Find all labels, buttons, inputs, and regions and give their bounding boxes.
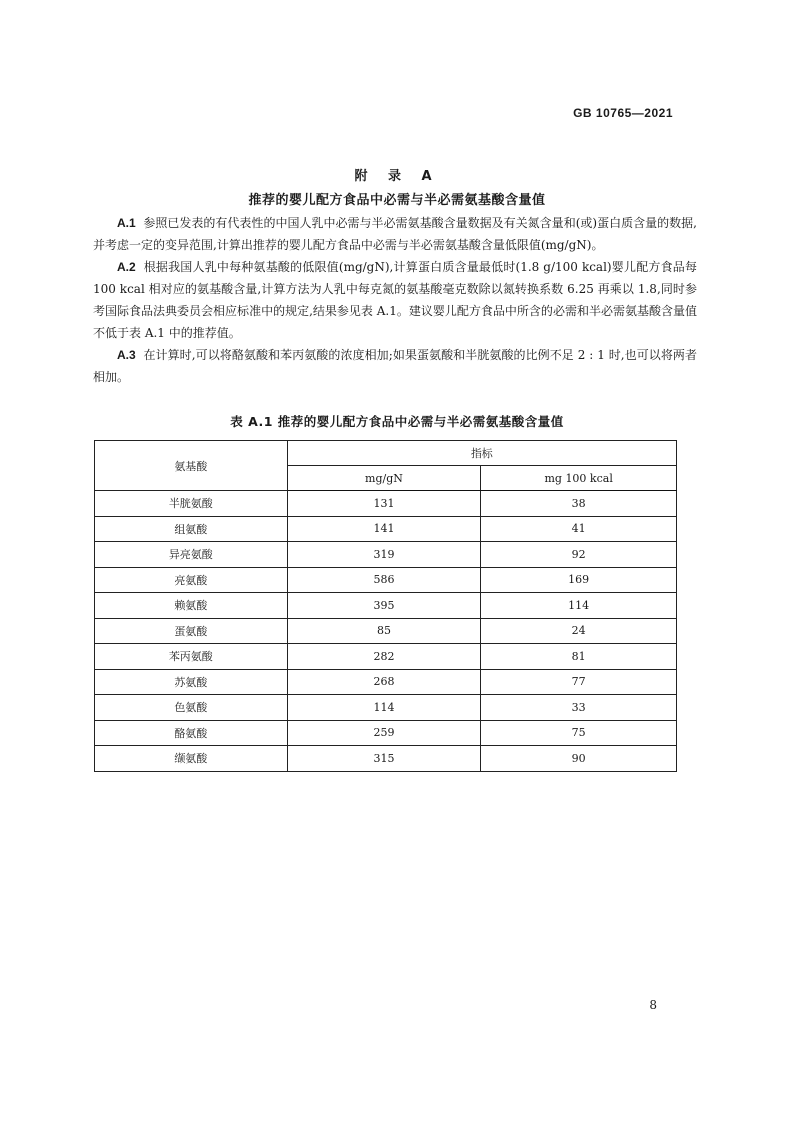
- clause-a1: [93, 212, 697, 256]
- header-indicator: 指标: [287, 441, 676, 466]
- value-mg-100kcal: 33: [481, 695, 677, 721]
- value-mg-100kcal: 169: [481, 567, 677, 593]
- value-mg-100kcal: 38: [481, 491, 677, 517]
- clause-number: A.3: [117, 348, 136, 362]
- value-mg-100kcal: 90: [481, 746, 677, 772]
- clause-text: 根据我国人乳中每种氨基酸的低限值(mg/gN),计算蛋白质含量最低时(1.8 g/100 kcal)婴儿配方食品每 100 kcal 相对应的氨基酸含量,计算方法为人乳中每克氮的氨基酸毫克数除以氮转换系数 6.25 再乘以 1.8,同时参考国际食品法典委员会相应标准中的规定,结果参见表 A.1。建议婴儿配方食品中所含的必需和半必需氨基酸含量值不低于表 A.1 中的推荐值。: [93, 260, 697, 340]
- annex-label: 附 录 A: [354, 169, 440, 184]
- table-title: 表 A.1 推荐的婴儿配方食品中必需与半必需氨基酸含量值: [230, 414, 564, 429]
- amino-acid-table: [94, 440, 677, 772]
- table-row: [95, 644, 677, 670]
- value-mg-gn: 114: [287, 695, 481, 721]
- value-mg-100kcal: 81: [481, 644, 677, 670]
- clause-text: 在计算时,可以将酪氨酸和苯丙氨酸的浓度相加;如果蛋氨酸和半胱氨酸的比例不足 2 : 1 时,也可以将两者相加。: [93, 348, 697, 384]
- value-mg-100kcal: 92: [481, 542, 677, 568]
- amino-acid-name: 半胱氨酸: [95, 491, 288, 517]
- header-amino-acid: 氨基酸: [95, 441, 288, 491]
- amino-acid-name: 异亮氨酸: [95, 542, 288, 568]
- value-mg-gn: 282: [287, 644, 481, 670]
- value-mg-gn: 319: [287, 542, 481, 568]
- clause-number: A.2: [117, 260, 136, 274]
- value-mg-gn: 85: [287, 618, 481, 644]
- table-row: [95, 516, 677, 542]
- table-row: [95, 720, 677, 746]
- amino-acid-name: 蛋氨酸: [95, 618, 288, 644]
- value-mg-100kcal: 24: [481, 618, 677, 644]
- amino-acid-name: 酪氨酸: [95, 720, 288, 746]
- amino-acid-name: 苏氨酸: [95, 669, 288, 695]
- page-number: 8: [649, 998, 657, 1012]
- value-mg-gn: 586: [287, 567, 481, 593]
- standard-code: GB 10765—2021: [573, 106, 673, 120]
- value-mg-gn: 141: [287, 516, 481, 542]
- table-row: [95, 618, 677, 644]
- value-mg-gn: 259: [287, 720, 481, 746]
- amino-acid-name: 苯丙氨酸: [95, 644, 288, 670]
- amino-acid-name: 亮氨酸: [95, 567, 288, 593]
- header-unit-mg-gn: mg/gN: [287, 466, 481, 491]
- table-header-row: [95, 441, 677, 466]
- value-mg-100kcal: 75: [481, 720, 677, 746]
- clause-a2: [93, 256, 697, 344]
- table-row: [95, 669, 677, 695]
- table-row: [95, 542, 677, 568]
- amino-acid-name: 色氨酸: [95, 695, 288, 721]
- clause-text: 参照已发表的有代表性的中国人乳中必需与半必需氨基酸含量数据及有关氮含量和(或)蛋白质含量的数据,并考虑一定的变异范围,计算出推荐的婴儿配方食品中必需与半必需氨基酸含量低限值(mg/gN)。: [93, 216, 697, 252]
- table-row: [95, 491, 677, 517]
- table-row: [95, 746, 677, 772]
- amino-acid-name: 缬氨酸: [95, 746, 288, 772]
- annex-body: [93, 212, 697, 388]
- value-mg-100kcal: 77: [481, 669, 677, 695]
- table-row: [95, 593, 677, 619]
- header-unit-mg-100kcal: mg 100 kcal: [481, 466, 677, 491]
- value-mg-gn: 131: [287, 491, 481, 517]
- value-mg-100kcal: 114: [481, 593, 677, 619]
- clause-number: A.1: [117, 216, 136, 230]
- table-row: [95, 695, 677, 721]
- value-mg-gn: 268: [287, 669, 481, 695]
- annex-title: 推荐的婴儿配方食品中必需与半必需氨基酸含量值: [248, 193, 546, 208]
- amino-acid-name: 赖氨酸: [95, 593, 288, 619]
- value-mg-gn: 395: [287, 593, 481, 619]
- table-row: [95, 567, 677, 593]
- value-mg-gn: 315: [287, 746, 481, 772]
- value-mg-100kcal: 41: [481, 516, 677, 542]
- amino-acid-name: 组氨酸: [95, 516, 288, 542]
- clause-a3: [93, 344, 697, 388]
